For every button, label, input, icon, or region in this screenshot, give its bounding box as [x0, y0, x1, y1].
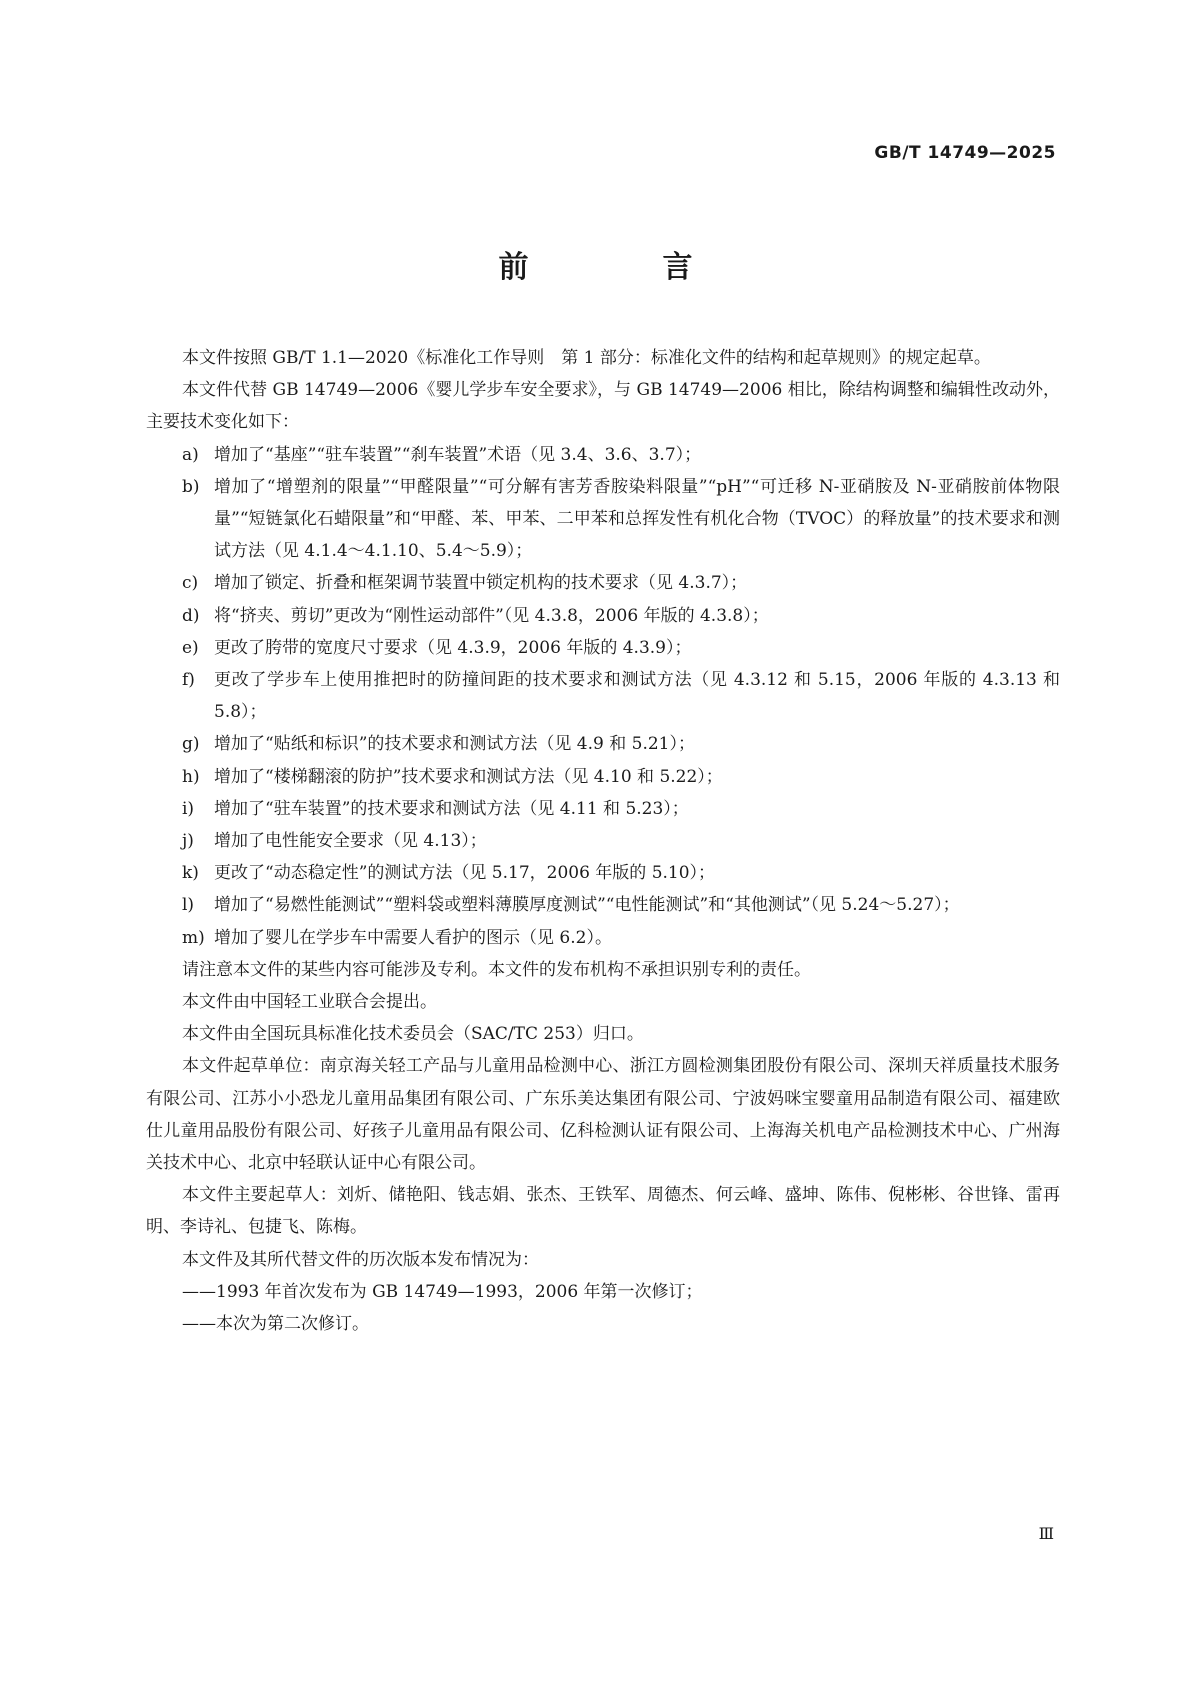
- list-item: [146, 825, 1060, 857]
- list-marker: d): [182, 605, 200, 626]
- list-item-text: 更改了学步车上使用推把时的防撞间距的技术要求和测试方法（见 4.3.12 和 5.15，2006 年版的 4.3.13 和 5.8）；: [214, 670, 1060, 723]
- list-item-text: 更改了“动态稳定性”的测试方法（见 5.17，2006 年版的 5.10）；: [214, 863, 716, 884]
- list-marker: m): [182, 927, 205, 948]
- list-item-text: 增加了“基座”“驻车装置”“刹车装置”术语（见 3.4、3.6、3.7）；: [214, 444, 702, 465]
- list-item-text: 增加了“易燃性能测试”“塑料袋或塑料薄膜厚度测试”“电性能测试”和“其他测试”（见 5.24～5.27）；: [214, 895, 960, 916]
- paragraph-drafting-organizations: 本文件起草单位：南京海关轻工产品与儿童用品检测中心、浙江方圆检测集团股份有限公司、深圳天祥质量技术服务有限公司、江苏小小恐龙儿童用品集团有限公司、广东乐美达集团有限公司、宁波妈咪宝婴童用品制造有限公司、福建欧仕儿童用品股份有限公司、好孩子儿童用品有限公司、亿科检测认证有限公司、上海海关机电产品检测技术中心、广州海关技术中心、北京中轻联认证中心有限公司。: [146, 1056, 1060, 1174]
- list-marker: a): [182, 444, 199, 465]
- list-marker: l): [182, 895, 195, 916]
- paragraph-drafters: 本文件主要起草人：刘炘、储艳阳、钱志娟、张杰、王铁军、周德杰、何云峰、盛坤、陈伟、倪彬彬、谷世锋、雷再明、李诗礼、包捷飞、陈梅。: [146, 1185, 1060, 1238]
- page-number: Ⅲ: [1038, 1524, 1054, 1543]
- list-item: [146, 567, 1060, 599]
- list-marker: b): [182, 476, 200, 497]
- paragraph-replacement: 本文件代替 GB 14749—2006《婴儿学步车安全要求》，与 GB 14749—2006 相比，除结构调整和编辑性改动外，主要技术变化如下：: [146, 380, 1060, 433]
- list-marker: e): [182, 637, 199, 658]
- list-item: [146, 632, 1060, 664]
- list-item: [146, 439, 1060, 471]
- history-item: ——1993 年首次发布为 GB 14749—1993，2006 年第一次修订；: [182, 1281, 703, 1302]
- list-marker: i): [182, 798, 195, 819]
- list-item: [146, 793, 1060, 825]
- list-item: [146, 728, 1060, 760]
- list-item: [146, 600, 1060, 632]
- list-item-text: 增加了“驻车装置”的技术要求和测试方法（见 4.11 和 5.23）；: [214, 798, 689, 819]
- list-item-text: 增加了“增塑剂的限量”“甲醛限量”“可分解有害芳香胺染料限量”“pH”“可迁移 N-亚硝胺及 N-亚硝胺前体物限量”“短链氯化石蜡限量”和“甲醛、苯、甲苯、二甲苯和总挥发性有机化合物（TVOC）的释放量”的技术要求和测试方法（见 4.1.4～4.1.10、5.4～5.9）；: [214, 476, 1060, 562]
- list-marker: j): [182, 831, 194, 852]
- paragraph-drafting-rules: 本文件按照 GB/T 1.1—2020《标准化工作导则 第 1 部分：标准化文件的结构和起草规则》的规定起草。: [182, 348, 991, 368]
- list-marker: c): [182, 573, 199, 594]
- list-marker: f): [182, 670, 195, 691]
- changes-list: [146, 439, 1060, 954]
- list-item-text: 增加了“楼梯翻滚的防护”技术要求和测试方法（见 4.10 和 5.22）；: [214, 766, 723, 787]
- list-marker: h): [182, 766, 200, 787]
- list-item-text: 增加了婴儿在学步车中需要人看护的图示（见 6.2）。: [214, 927, 612, 948]
- list-item: [146, 761, 1060, 793]
- list-item-text: 将“挤夹、剪切”更改为“刚性运动部件”（见 4.3.8，2006 年版的 4.3.8）；: [214, 605, 769, 626]
- list-item-text: 增加了电性能安全要求（见 4.13）；: [214, 831, 487, 852]
- list-marker: g): [182, 734, 200, 755]
- paragraph-version-history-intro: 本文件及其所代替文件的历次版本发布情况为：: [182, 1249, 539, 1270]
- list-item: [146, 857, 1060, 889]
- document-code: GB/T 14749—2025: [874, 143, 1056, 163]
- list-item: [146, 664, 1060, 728]
- paragraph-proposer: 本文件由中国轻工业联合会提出。: [182, 992, 437, 1013]
- list-marker: k): [182, 863, 199, 884]
- list-item: [146, 471, 1060, 568]
- list-item-text: 增加了“贴纸和标识”的技术要求和测试方法（见 4.9 和 5.21）；: [214, 734, 695, 755]
- list-item-text: 更改了胯带的宽度尺寸要求（见 4.3.9，2006 年版的 4.3.9）；: [214, 637, 692, 658]
- history-item: ——本次为第二次修订。: [182, 1314, 369, 1335]
- paragraph-patent-notice: 请注意本文件的某些内容可能涉及专利。本文件的发布机构不承担识别专利的责任。: [182, 959, 811, 980]
- list-item-text: 增加了锁定、折叠和框架调节装置中锁定机构的技术要求（见 4.3.7）；: [214, 573, 748, 594]
- page-title: 前 言: [498, 250, 745, 285]
- list-item: [146, 889, 1060, 921]
- paragraph-technical-committee: 本文件由全国玩具标准化技术委员会（SAC/TC 253）归口。: [182, 1024, 644, 1045]
- list-item: [146, 922, 1060, 954]
- foreword-body: [146, 342, 1060, 1340]
